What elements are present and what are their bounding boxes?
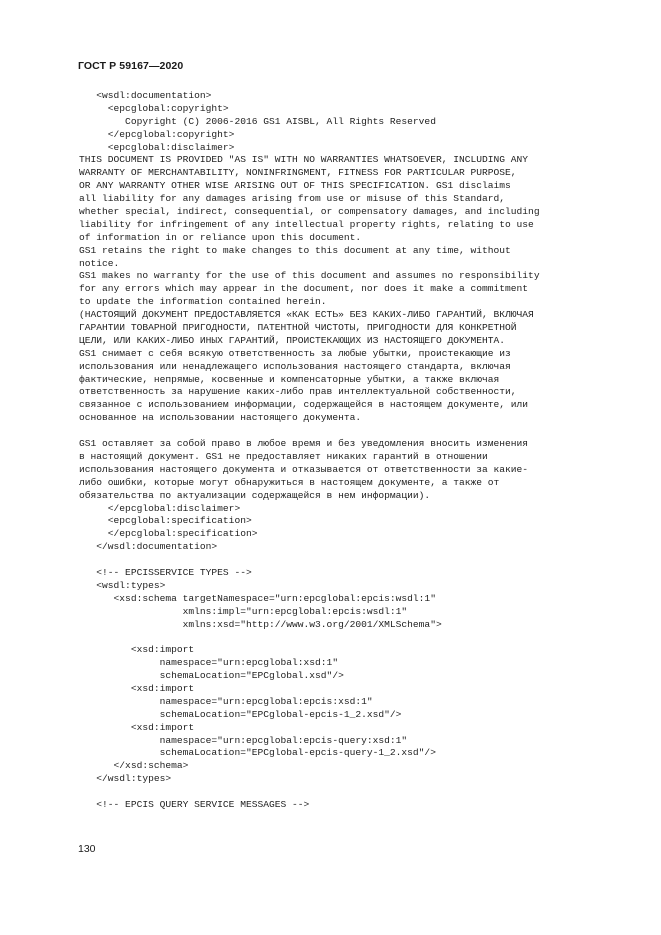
code-line: GS1 retains the right to make changes to this document at any time, without [79, 244, 511, 256]
code-line: OR ANY WARRANTY OTHER WISE ARISING OUT OF THIS SPECIFICATION. GS1 disclaims [79, 180, 511, 192]
code-line: </wsdl:documentation> [79, 541, 218, 553]
code-line: <xsd:import [79, 682, 195, 694]
code-listing [79, 90, 619, 812]
code-line [79, 786, 619, 799]
code-line: <xsd:import [79, 644, 195, 656]
code-line: <xsd:schema targetNamespace="urn:epcglobal:epcis:wsdl:1" [79, 592, 436, 604]
code-line: ЦЕЛИ, ИЛИ КАКИХ-ЛИБО ИНЫХ ГАРАНТИЙ, ПРОИСТЕКАЮЩИХ ИЗ НАСТОЯЩЕГО ДОКУМЕНТА. [79, 334, 506, 346]
code-line [79, 425, 619, 438]
code-line: namespace="urn:epcglobal:epcis:xsd:1" [79, 695, 373, 707]
code-line: THIS DOCUMENT IS PROVIDED "AS IS" WITH NO WARRANTIES WHATSOEVER, INCLUDING ANY [79, 154, 529, 166]
code-line: </epcglobal:specification> [79, 528, 258, 540]
code-line: ГАРАНТИИ ТОВАРНОЙ ПРИГОДНОСТИ, ПАТЕНТНОЙ ЧИСТОТЫ, ПРИГОДНОСТИ ДЛЯ КОНКРЕТНОЙ [79, 322, 517, 334]
code-line: обязательства по актуализации содержащейся в нем информации). [79, 489, 431, 501]
code-line: xmlns:impl="urn:epcglobal:epcis:wsdl:1" [79, 605, 408, 617]
code-line: namespace="urn:epcglobal:xsd:1" [79, 657, 339, 669]
code-line: for any errors which may appear in the document, nor does it make a commitment [79, 283, 529, 295]
code-line: <xsd:import [79, 721, 195, 733]
code-line: whether special, indirect, consequential, or compensatory damages, and including [79, 206, 540, 218]
code-line: основанное на использовании настоящего документа. [79, 412, 362, 424]
code-line: </wsdl:types> [79, 773, 172, 785]
code-line: to update the information contained herein. [79, 296, 327, 308]
document-header: ГОСТ Р 59167—2020 [78, 60, 184, 72]
code-line: <epcglobal:specification> [79, 515, 252, 527]
code-line [79, 554, 619, 567]
code-line: в настоящий документ. GS1 не предоставляет никаких гарантий в отношении [79, 450, 488, 462]
code-line: notice. [79, 257, 120, 269]
code-line: либо ошибки, которые могут обнаружиться в настоящем документе, а также от [79, 476, 500, 488]
code-line: <epcglobal:disclaimer> [79, 141, 235, 153]
code-line: фактические, непрямые, косвенные и компенсаторные убытки, а также включая [79, 373, 500, 385]
code-line: </xsd:schema> [79, 760, 189, 772]
code-line: использования или ненадлежащего использования настоящего стандарта, включая [79, 360, 511, 372]
code-line: namespace="urn:epcglobal:epcis-query:xsd:1" [79, 734, 408, 746]
code-line: xmlns:xsd="http://www.w3.org/2001/XMLSchema"> [79, 618, 442, 630]
code-line: Copyright (C) 2006-2016 GS1 AISBL, All Rights Reserved [79, 115, 436, 127]
code-line: использования настоящего документа и отказывается от ответственности за какие- [79, 463, 529, 475]
code-line: <wsdl:documentation> [79, 90, 212, 101]
code-line: schemaLocation="EPCglobal.xsd"/> [79, 670, 344, 682]
code-line: <epcglobal:copyright> [79, 102, 229, 114]
code-line [79, 631, 619, 644]
code-line: GS1 оставляет за собой право в любое время и без уведомления вносить изменения [79, 438, 529, 450]
code-line: связанное с использованием информации, содержащейся в настоящем документе, или [79, 399, 529, 411]
page-number: 130 [78, 843, 96, 855]
code-line: <!-- EPCISSERVICE TYPES --> [79, 566, 252, 578]
code-line: <!-- EPCIS QUERY SERVICE MESSAGES --> [79, 798, 310, 810]
code-line: </epcglobal:disclaimer> [79, 502, 241, 514]
code-line: liability for infringement of any intellectual property rights, relating to use [79, 218, 534, 230]
code-line: ответственность за нарушение каких-либо прав интеллектуальной собственности, [79, 386, 517, 398]
code-line: all liability for any damages arising from use or misuse of this Standard, [79, 193, 506, 205]
code-line: GS1 снимает с себя всякую ответственность за любые убытки, проистекающие из [79, 347, 511, 359]
code-line: schemaLocation="EPCglobal-epcis-1_2.xsd"/> [79, 708, 402, 720]
code-line: <wsdl:types> [79, 579, 166, 591]
code-line: GS1 makes no warranty for the use of this document and assumes no responsibility [79, 270, 540, 282]
code-line: (НАСТОЯЩИЙ ДОКУМЕНТ ПРЕДОСТАВЛЯЕТСЯ «КАК ЕСТЬ» БЕЗ КАКИХ-ЛИБО ГАРАНТИЙ, ВКЛЮЧАЯ [79, 309, 534, 321]
code-line: </epcglobal:copyright> [79, 128, 235, 140]
code-line: schemaLocation="EPCglobal-epcis-query-1_2.xsd"/> [79, 747, 436, 759]
code-line: of information in or reliance upon this document. [79, 231, 362, 243]
code-line: WARRANTY OF MERCHANTABILITY, NONINFRINGMENT, FITNESS FOR PARTICULAR PURPOSE, [79, 167, 517, 179]
